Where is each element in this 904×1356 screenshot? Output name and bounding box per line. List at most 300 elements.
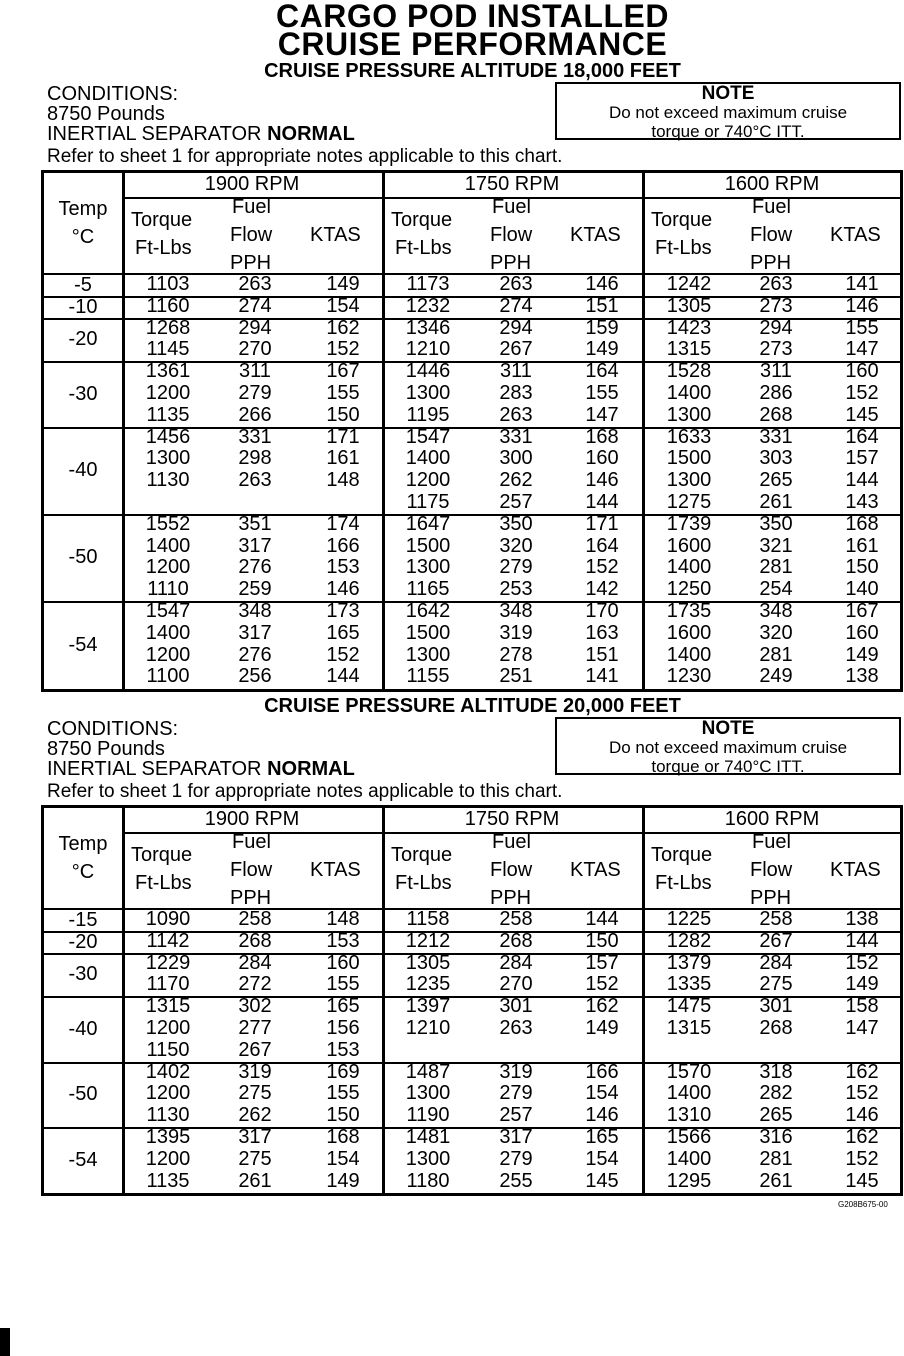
table-cell: 146 [585,1104,619,1127]
temp-value: -20 [68,930,98,953]
temp-value: -10 [68,295,98,318]
table-cell: 1142 [146,929,190,952]
table-cell: 281 [759,556,793,579]
temp-value: -54 [68,1148,98,1171]
table-cell: 151 [585,643,619,666]
table-cell: 251 [499,665,533,688]
table-cell: 149 [326,273,360,295]
table-cell: 145 [585,1169,619,1192]
table-cell: 263 [499,403,533,426]
table-cell: 279 [499,1147,533,1170]
table-cell: 141 [585,665,619,688]
table-cell: 1180 [406,1169,450,1192]
table-cell: 162 [326,316,360,339]
performance-table [41,805,903,1196]
table-cell: 1300 [405,1147,451,1170]
table-cell: 1229 [145,951,191,974]
table-cell: 1175 [406,491,450,513]
table-cell: 1379 [666,951,712,974]
table-cell: 1130 [146,469,190,492]
table-cell: 278 [499,643,533,666]
table-cell: 253 [499,578,533,601]
table-cell: 1200 [145,556,191,579]
table-cell: 152 [845,382,879,404]
table-cell: 138 [845,908,879,930]
table-cell: 268 [238,929,272,952]
weight-condition: 8750 Pounds [47,738,165,760]
table-cell: 1315 [666,338,712,361]
torque-header-2: Ft-Lbs [655,872,712,894]
table-cell: 1135 [146,1169,190,1192]
table-cell: 331 [499,425,533,448]
table-cell: 1400 [666,1082,712,1105]
table-cell: 173 [326,600,360,622]
table-cell: 1400 [145,621,191,644]
table-cell: 1446 [405,360,451,383]
table-cell: 350 [759,512,793,535]
table-cell: 1282 [666,929,712,952]
ktas-header: KTAS [310,224,361,246]
table-cell: 258 [759,908,793,930]
table-cell: 146 [845,294,879,317]
table-cell: 1235 [405,973,451,996]
refer-note: Refer to sheet 1 for appropriate notes applicable to this chart. [47,146,563,167]
table-cell: 1210 [405,338,451,361]
table-cell: 168 [585,425,619,448]
table-cell: 331 [238,425,272,448]
table-cell: 263 [238,469,272,492]
table-cell: 150 [326,403,360,426]
table-cell: 154 [585,1147,619,1170]
table-cell: 1300 [405,1082,451,1105]
table-cell: 1212 [405,929,451,952]
refer-note: Refer to sheet 1 for appropriate notes applicable to this chart. [47,781,563,802]
table-cell: 279 [499,1082,533,1105]
table-cell: 160 [326,951,360,974]
table-cell: 1400 [666,1147,712,1170]
temp-value: -40 [68,1017,98,1040]
table-cell: 267 [759,929,793,952]
table-cell: 302 [238,995,272,1018]
table-cell: 351 [238,512,272,535]
table-cell: 318 [759,1060,793,1083]
table-cell: 1633 [666,425,712,448]
table-cell: 1300 [666,469,712,492]
table-cell: 265 [759,469,793,492]
table-cell: 154 [326,1147,360,1170]
table-cell: 1200 [145,643,191,666]
table-cell: 144 [845,469,879,492]
table-cell: 149 [845,973,879,996]
separator-value: NORMAL [267,123,355,145]
table-cell: 162 [845,1060,879,1083]
ktas-header: KTAS [310,859,361,881]
separator-value: NORMAL [267,758,355,780]
table-cell: 348 [238,600,272,622]
table-cell: 1735 [666,600,712,622]
table-cell: 1225 [666,908,712,930]
table-cell: 1305 [405,951,451,974]
table-cell: 1500 [666,447,712,470]
table-cell: 152 [585,556,619,579]
table-cell: 1100 [146,665,190,688]
table-cell: 1400 [145,534,191,557]
table-cell: 1155 [406,665,450,688]
table-cell: 311 [760,360,792,383]
table-cell: 145 [845,1169,879,1192]
table-cell: 270 [238,338,272,361]
table-cell: 1195 [406,403,450,426]
column-divider [382,173,385,689]
altitude-heading: CRUISE PRESSURE ALTITUDE 20,000 FEET [264,695,681,717]
table-cell: 162 [585,995,619,1018]
torque-header-1: Torque [391,209,453,231]
table-cell: 311 [239,360,271,383]
ktas-header: KTAS [830,224,881,246]
fuel-header-2: Flow [490,224,533,246]
table-cell: 1361 [145,360,191,383]
table-cell: 300 [499,447,533,470]
table-cell: 152 [845,1082,879,1105]
table-cell: 166 [585,1060,619,1083]
table-cell: 152 [845,951,879,974]
table-cell: 275 [238,1082,272,1105]
table-cell: 165 [585,1126,619,1148]
ktas-header: KTAS [570,224,621,246]
table-cell: 144 [585,491,619,513]
table-cell: 317 [238,621,272,644]
temp-value: -15 [68,908,98,931]
table-cell: 301 [759,995,793,1018]
conditions-label: CONDITIONS: [47,718,179,740]
table-cell: 150 [326,1104,360,1127]
table-cell: 1250 [666,578,712,601]
table-cell: 319 [499,621,533,644]
torque-header-2: Ft-Lbs [135,872,192,894]
table-cell: 144 [326,665,360,688]
table-cell: 152 [585,973,619,996]
table-cell: 316 [759,1126,793,1148]
table-cell: 262 [499,469,533,492]
table-cell: 294 [238,316,272,339]
table-cell: 149 [845,643,879,666]
table-cell: 161 [845,534,879,557]
table-cell: 1397 [405,995,451,1018]
table-cell: 1145 [146,338,190,361]
table-cell: 164 [585,534,619,557]
table-cell: 157 [585,951,619,974]
table-cell: 165 [326,621,360,644]
table-cell: 163 [585,621,619,644]
table-cell: 1739 [666,512,712,535]
table-cell: 146 [585,469,619,492]
fuel-header-2: Flow [750,859,793,881]
table-cell: 317 [238,1126,272,1148]
table-cell: 168 [326,1126,360,1148]
separator-label: INERTIAL SEPARATOR [47,123,262,145]
table-cell: 142 [585,578,619,601]
weight-condition: 8750 Pounds [47,103,165,125]
table-cell: 274 [499,294,533,317]
table-cell: 1200 [145,1147,191,1170]
table-cell: 276 [238,643,272,666]
table-cell: 1232 [405,294,451,317]
table-cell: 1210 [405,1017,451,1039]
torque-header-1: Torque [391,844,453,866]
table-cell: 282 [759,1082,793,1105]
table-cell: 1170 [146,973,190,996]
table-cell: 319 [238,1060,272,1083]
torque-header-1: Torque [131,844,193,866]
table-cell: 1400 [666,643,712,666]
table-cell: 149 [585,338,619,361]
table-cell: 1158 [406,908,450,930]
table-cell: 254 [759,578,793,601]
table-cell: 1103 [146,273,190,295]
rpm-header: 1750 RPM [464,808,560,830]
table-cell: 148 [326,469,360,492]
table-cell: 148 [326,908,360,930]
table-cell: 154 [326,294,360,317]
fuel-header-1: Fuel [752,196,791,218]
temp-header-1: Temp [58,198,108,220]
table-cell: 155 [326,382,360,404]
table-cell: 164 [585,360,619,383]
table-cell: 276 [238,556,272,579]
table-cell: 1335 [666,973,712,996]
table-cell: 284 [759,951,793,974]
table-cell: 141 [845,273,879,295]
table-cell: 1570 [666,1060,712,1083]
table-cell: 1130 [146,1104,190,1127]
table-cell: 331 [759,425,793,448]
separator-condition [47,124,355,144]
table-cell: 167 [845,600,879,622]
fuel-header-3: PPH [230,887,272,909]
table-cell: 277 [238,1017,272,1039]
torque-header-2: Ft-Lbs [395,872,452,894]
table-cell: 168 [845,512,879,535]
table-cell: 170 [585,600,619,622]
temp-value: -40 [68,459,98,482]
table-cell: 1200 [145,1082,191,1105]
table-cell: 348 [499,600,533,622]
ktas-header: KTAS [830,859,881,881]
table-cell: 268 [759,403,793,426]
table-cell: 284 [238,951,272,974]
table-cell: 161 [326,447,360,470]
table-cell: 169 [326,1060,360,1083]
table-cell: 275 [759,973,793,996]
table-cell: 149 [326,1169,360,1192]
rpm-header: 1900 RPM [204,808,300,830]
table-cell: 263 [499,1017,533,1039]
table-cell: 150 [845,556,879,579]
temp-value: -20 [68,328,98,351]
temp-header-2: °C [71,861,95,883]
table-cell: 151 [585,294,619,317]
table-cell: 1346 [405,316,451,339]
table-cell: 249 [759,665,793,688]
table-cell: 146 [845,1104,879,1127]
temp-value: -50 [68,1083,98,1106]
table-cell: 263 [238,273,272,295]
fuel-header-2: Flow [230,859,273,881]
table-cell: 311 [500,360,532,383]
table-cell: 1268 [145,316,191,339]
separator-label: INERTIAL SEPARATOR [47,758,262,780]
table-cell: 1200 [405,469,451,492]
table-cell: 294 [759,316,793,339]
table-cell: 320 [759,621,793,644]
table-cell: 259 [238,578,272,601]
torque-header-2: Ft-Lbs [395,237,452,259]
table-cell: 144 [845,929,879,952]
table-cell: 153 [326,929,360,952]
performance-table [41,170,903,692]
fuel-header-3: PPH [490,252,532,274]
table-cell: 153 [326,1038,360,1061]
table-cell: 274 [238,294,272,317]
table-cell: 174 [326,512,360,535]
table-cell: 317 [499,1126,533,1148]
table-cell: 171 [585,512,619,535]
table-cell: 146 [326,578,360,601]
table-cell: 160 [585,447,619,470]
table-cell: 283 [499,382,533,404]
torque-header-1: Torque [651,844,713,866]
table-cell: 1400 [405,447,451,470]
table-cell: 294 [499,316,533,339]
temp-header-1: Temp [58,833,108,855]
table-cell: 1400 [666,556,712,579]
table-cell: 1500 [405,621,451,644]
torque-header-2: Ft-Lbs [135,237,192,259]
table-cell: 155 [326,973,360,996]
fuel-header-2: Flow [490,859,533,881]
table-cell: 268 [499,929,533,952]
table-cell: 167 [326,360,360,383]
table-cell: 1300 [405,643,451,666]
separator-condition [47,759,355,779]
table-cell: 301 [499,995,533,1018]
altitude-heading: CRUISE PRESSURE ALTITUDE 18,000 FEET [264,60,681,82]
table-cell: 150 [585,929,619,952]
table-cell: 1275 [666,491,712,513]
rpm-header: 1900 RPM [204,173,300,195]
table-cell: 1315 [145,995,191,1018]
fuel-header-1: Fuel [752,831,791,853]
table-cell: 279 [238,382,272,404]
table-cell: 1300 [145,447,191,470]
table-cell: 1300 [666,403,712,426]
table-cell: 144 [585,908,619,930]
table-cell: 257 [499,1104,533,1127]
table-cell: 270 [499,973,533,996]
table-cell: 275 [238,1147,272,1170]
ktas-header: KTAS [570,859,621,881]
table-cell: 1200 [145,1017,191,1039]
table-cell: 147 [845,338,879,361]
temp-header-2: °C [71,226,95,248]
table-cell: 1500 [405,534,451,557]
table-cell: 256 [238,665,272,688]
table-cell: 160 [845,360,879,383]
table-cell: 265 [759,1104,793,1127]
fuel-header-3: PPH [750,887,792,909]
column-divider [382,808,385,1193]
table-cell: 263 [499,273,533,295]
table-cell: 257 [499,491,533,513]
column-divider [642,173,645,689]
table-cell: 255 [499,1169,533,1192]
table-cell: 1566 [666,1126,712,1148]
table-cell: 1547 [405,425,451,448]
table-cell: 154 [585,1082,619,1105]
table-cell: 273 [759,294,793,317]
table-cell: 158 [845,995,879,1018]
table-cell: 1528 [666,360,712,383]
table-cell: 1305 [666,294,712,317]
table-cell: 272 [238,973,272,996]
figure-code: G208B675-00 [838,1200,888,1209]
table-cell: 268 [759,1017,793,1039]
table-cell: 1475 [666,995,712,1018]
table-cell: 258 [499,908,533,930]
table-cell: 261 [759,1169,793,1192]
table-cell: 1200 [145,382,191,404]
table-cell: 164 [845,425,879,448]
table-cell: 152 [326,643,360,666]
column-divider [122,808,125,1193]
table-cell: 1173 [406,273,450,295]
table-cell: 320 [499,534,533,557]
note-box [555,717,901,775]
table-cell: 1150 [146,1038,190,1061]
table-cell: 1300 [405,382,451,404]
column-divider [122,173,125,689]
table-cell: 1487 [405,1060,451,1083]
temp-value: -50 [68,546,98,569]
table-cell: 160 [845,621,879,644]
table-cell: 1310 [666,1104,712,1127]
table-cell: 1190 [406,1104,450,1127]
table-cell: 1295 [666,1169,712,1192]
rpm-header: 1750 RPM [464,173,560,195]
fuel-header-3: PPH [230,252,272,274]
column-divider [642,808,645,1193]
table-cell: 279 [499,556,533,579]
table-cell: 152 [845,1147,879,1170]
table-cell: 140 [845,578,879,601]
temp-value: -30 [68,963,98,986]
table-cell: 147 [585,403,619,426]
table-cell: 1090 [145,908,191,930]
table-cell: 348 [759,600,793,622]
table-cell: 281 [759,643,793,666]
table-cell: 146 [585,273,619,295]
table-cell: 1242 [666,273,712,295]
table-cell: 1456 [145,425,191,448]
table-cell: 321 [759,534,793,557]
table-cell: 152 [326,338,360,361]
table-cell: 171 [326,425,360,448]
page-edge-mark [0,1328,10,1356]
table-cell: 267 [499,338,533,361]
fuel-header-1: Fuel [492,831,531,853]
table-cell: 1315 [666,1017,712,1039]
conditions-label: CONDITIONS: [47,83,179,105]
